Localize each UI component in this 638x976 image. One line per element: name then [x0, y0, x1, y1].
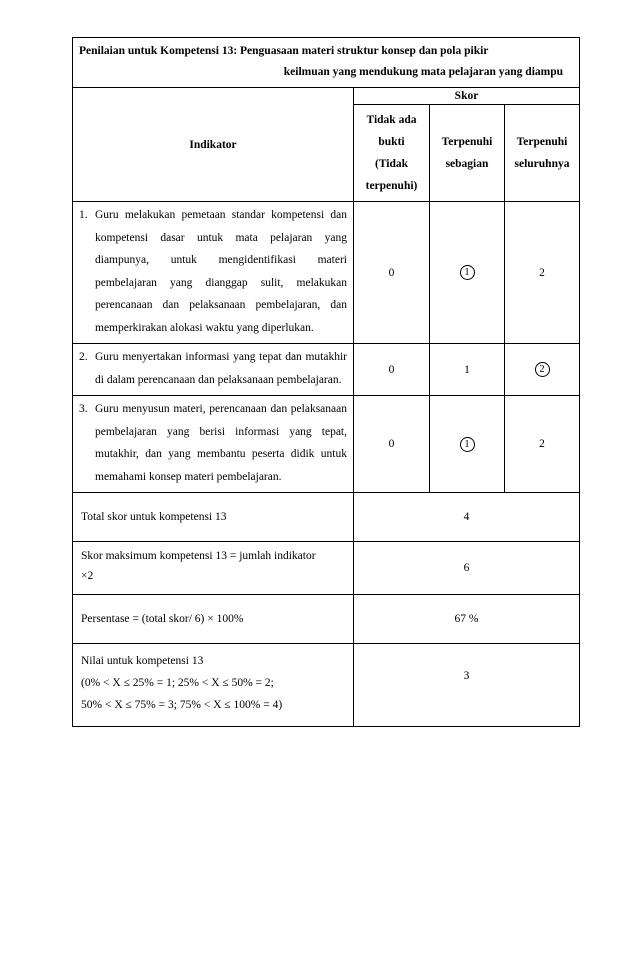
- competency-assessment-table: [72, 37, 580, 727]
- total-score-value: 4: [354, 493, 580, 542]
- indicator-text-cell: [73, 396, 354, 493]
- skor-header: Skor: [354, 88, 580, 105]
- percentage-row: [73, 595, 580, 644]
- total-score-label: Total skor untuk kompetensi 13: [73, 493, 354, 542]
- indicator-row: [73, 344, 580, 396]
- title-row: [73, 38, 580, 88]
- score-0-cell: [354, 344, 430, 396]
- indicator-row: [73, 396, 580, 493]
- score-0: 0: [388, 438, 395, 450]
- table-title: [73, 38, 580, 88]
- indicator-text: Guru menyusun materi, perencanaan dan pelaksanaan pembelajaran yang berisi informasi yang tepat, mutakhir, dan yang membantu peserta didik untuk memahami konsep materi pembelajaran.: [95, 403, 347, 483]
- header-row-1: [73, 88, 580, 105]
- percentage-label: Persentase = (total skor/ 6) × 100%: [73, 595, 354, 644]
- indicator-text: Guru menyertakan informasi yang tepat dan mutakhir di dalam perencanaan dan pelaksanaan pembelajaran.: [95, 351, 347, 386]
- indicator-row: [73, 202, 580, 344]
- nilai-row: [73, 644, 580, 727]
- score-1: 1: [460, 265, 475, 280]
- percentage-value: 67 %: [354, 595, 580, 644]
- score-1-cell: [430, 396, 505, 493]
- indicator-number: 1.: [79, 209, 88, 221]
- indicator-text: Guru melakukan pemetaan standar kompetensi dan kompetensi dasar untuk mata pelajaran yang diampunya, untuk mengidentifikasi materi pembelajaran yang dianggap sulit, melakukan perencanaan dan pelaksanaan pembelajaran, dan memperkirakan alokasi waktu yang diperlukan.: [95, 209, 347, 334]
- header-terpenuhi-sebagian: Terpenuhi sebagian: [430, 105, 505, 202]
- score-0-cell: [354, 396, 430, 493]
- header-tidak-ada-bukti: Tidak ada bukti (Tidak terpenuhi): [354, 105, 430, 202]
- score-1-cell: [430, 344, 505, 396]
- indicator-text-cell: [73, 344, 354, 396]
- indicator-number: 2.: [79, 351, 88, 363]
- score-0-cell: [354, 202, 430, 344]
- total-score-row: [73, 493, 580, 542]
- score-2: 2: [539, 266, 545, 279]
- max-score-value: 6: [354, 542, 580, 595]
- title-line-2: keilmuan yang mendukung mata pelajaran yang diampu: [283, 66, 564, 78]
- score-0: 0: [388, 266, 395, 279]
- header-terpenuhi-seluruhnya: Terpenuhi seluruhnya: [505, 105, 580, 202]
- indikator-header: Indikator: [73, 88, 354, 202]
- score-2-cell: [505, 396, 580, 493]
- score-2-cell: [505, 202, 580, 344]
- score-1: 1: [464, 363, 470, 376]
- score-2-cell: [505, 344, 580, 396]
- title-line-1: Penilaian untuk Kompetensi 13: Penguasaan materi struktur konsep dan pola pikir: [79, 45, 489, 57]
- score-1: 1: [460, 437, 475, 452]
- nilai-label: Nilai untuk kompetensi 13 (0% < X ≤ 25% = 1; 25% < X ≤ 50% = 2; 50% < X ≤ 75% = 3; 75% < X ≤ 100% = 4): [73, 644, 354, 727]
- max-score-row: [73, 542, 580, 595]
- score-2: 2: [535, 362, 550, 377]
- score-0: 0: [388, 363, 395, 376]
- score-1-cell: [430, 202, 505, 344]
- max-score-label: Skor maksimum kompetensi 13 = jumlah indikator ×2: [73, 542, 354, 595]
- nilai-value: 3: [354, 644, 580, 727]
- score-2: 2: [539, 438, 545, 450]
- indicator-number: 3.: [79, 403, 88, 415]
- indicator-text-cell: [73, 202, 354, 344]
